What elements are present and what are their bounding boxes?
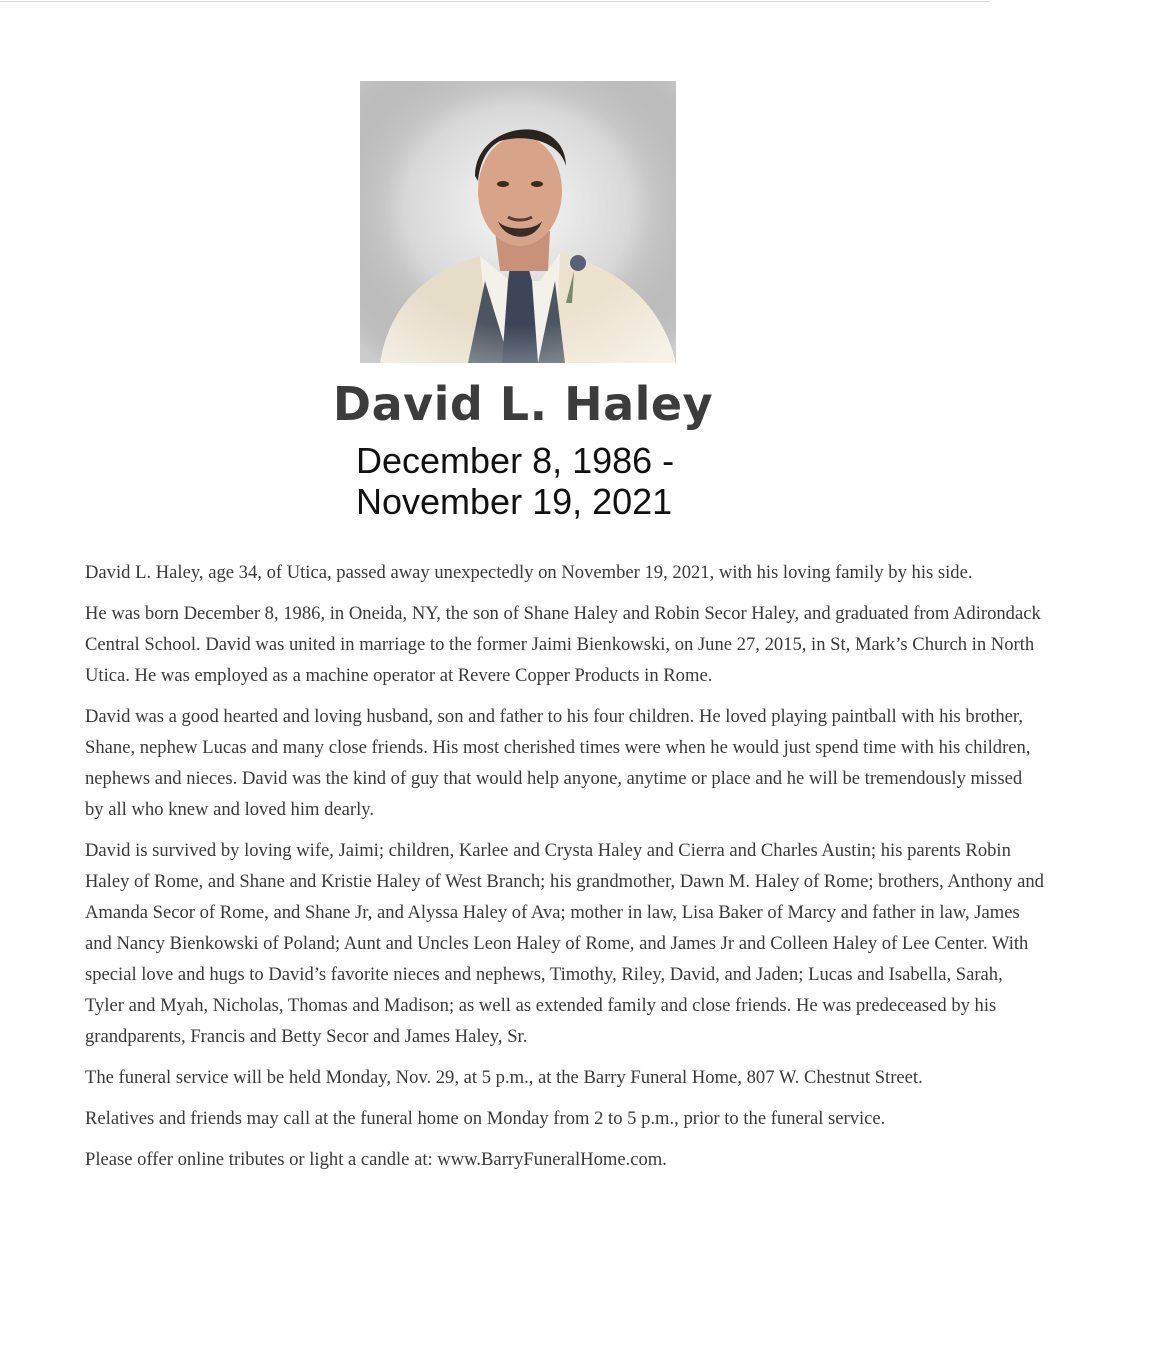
life-dates bbox=[356, 440, 776, 522]
paragraph-online-tributes: Please offer online tributes or light a candle at: www.BarryFuneralHome.com. bbox=[85, 1149, 667, 1170]
paragraph-death-notice: David L. Haley, age 34, of Utica, passed away unexpectedly on November 19, 2021, with his loving family by his side. bbox=[85, 562, 973, 583]
deceased-name: David L. Haley bbox=[332, 377, 714, 431]
paragraph-survivors: David is survived by loving wife, Jaimi; children, Karlee and Crysta Haley and Cierra and Charles Austin; his parents Robin Haley of Rome, and Shane and Kristie Haley of West Branch; his grandmother, Dawn M. Haley of Rome; brothers, Anthony and Amanda Secor of Rome, and Shane Jr, and Alyssa Haley of Ava; mother in law, Lisa Baker of Marcy and father in law, James and Nancy Bienkowski of Poland; Aunt and Uncles Leon Haley of Rome, and James Jr and Colleen Haley of Lee Center. With special love and hugs to David’s favorite nieces and nephews, Timothy, Riley, David, and Jaden; Lucas and Isabella, Sarah, Tyler and Myah, Nicholas, Thomas and Madison; as well as extended family and close friends. He was predeceased by his grandparents, Francis and Betty Secor and James Haley, Sr. bbox=[85, 840, 1044, 1047]
paragraph-character: David was a good hearted and loving husband, son and father to his four children. He loved playing paintball with his brother, Shane, nephew Lucas and many close friends. His most cherished times were when he would just spend time with his children, nephews and nieces. David was the kind of guy that would help anyone, anytime or place and he will be tremendously missed by all who knew and loved him dearly. bbox=[85, 706, 1031, 820]
death-date-line: November 19, 2021 bbox=[356, 481, 673, 522]
portrait-photo bbox=[360, 81, 676, 363]
top-divider bbox=[0, 1, 990, 2]
obituary-text bbox=[85, 557, 1045, 1185]
paragraph-funeral-service: The funeral service will be held Monday, Nov. 29, at 5 p.m., at the Barry Funeral Home, 807 W. Chestnut Street. bbox=[85, 1067, 923, 1088]
paragraph-early-life: He was born December 8, 1986, in Oneida, NY, the son of Shane Haley and Robin Secor Haley, and graduated from Adirondack Central School. David was united in marriage to the former Jaimi Bienkowski, on June 27, 2015, in St, Mark’s Church in North Utica. He was employed as a machine operator at Revere Copper Products in Rome. bbox=[85, 603, 1041, 686]
birth-date-line: December 8, 1986 - bbox=[356, 440, 675, 481]
paragraph-calling-hours: Relatives and friends may call at the funeral home on Monday from 2 to 5 p.m., prior to the funeral service. bbox=[85, 1108, 886, 1129]
